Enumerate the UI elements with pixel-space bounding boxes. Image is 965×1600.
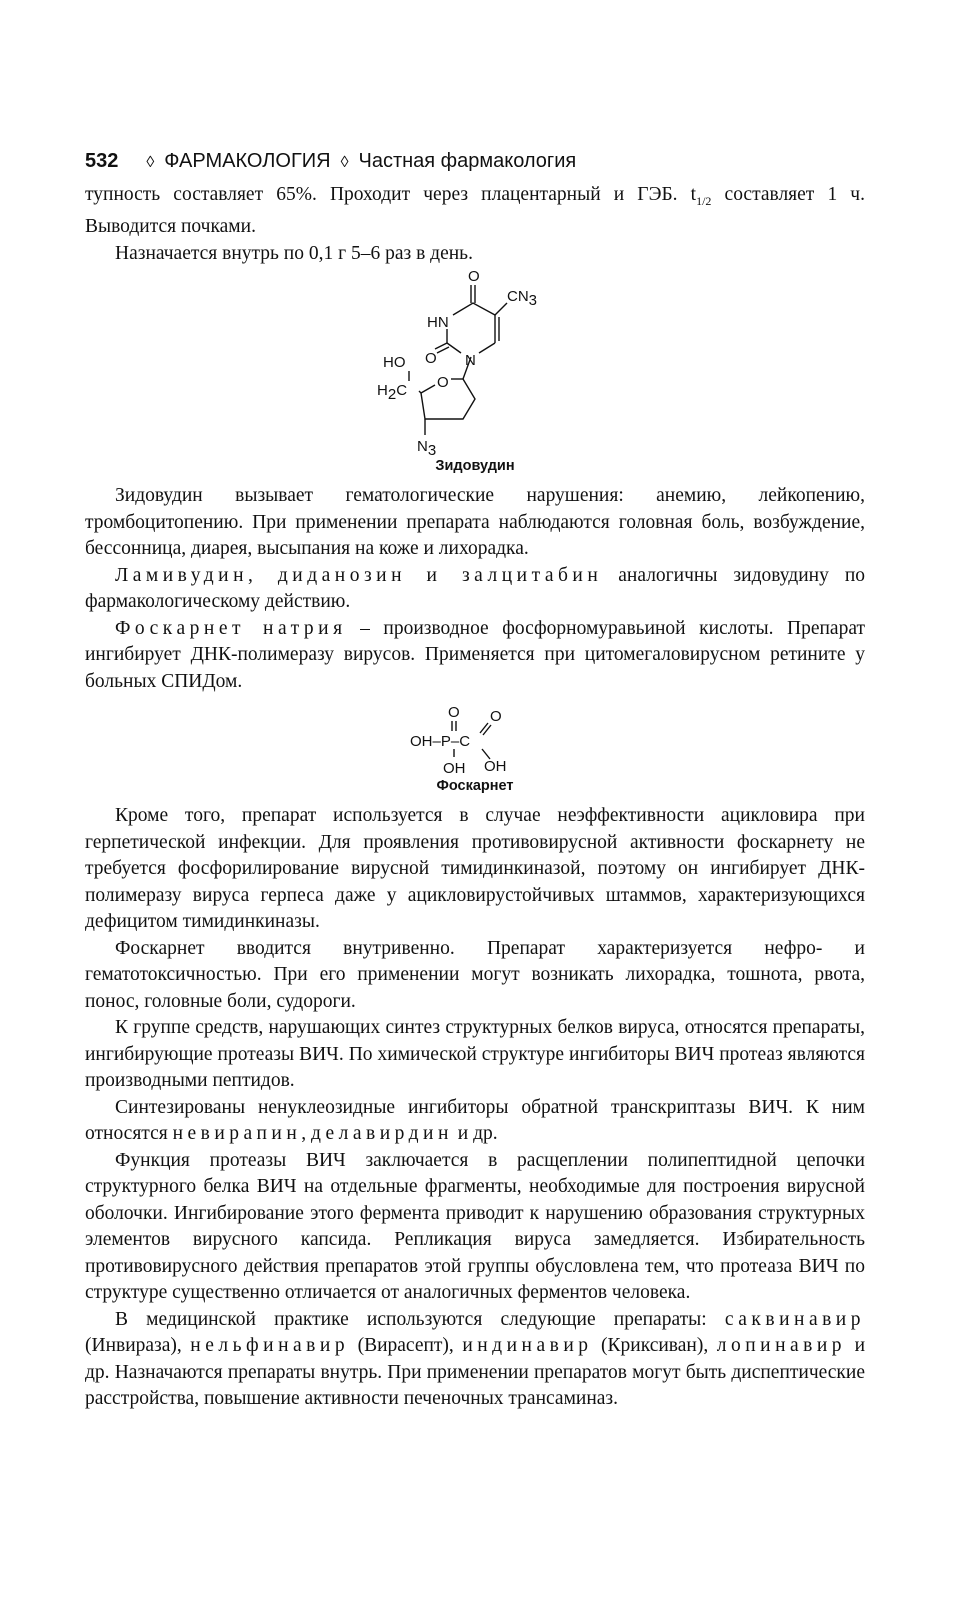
- paragraph-6: Кроме того, препарат используется в случае неэффективности ацикловира при герпетической инфекции. Для проявления противовирусной активности фоскарнету не требуется фосфорилирование вирусной тимидинкиназой, поэтому он ингибирует ДНК-полимеразу вируса герпеса даже у ацикловирустойчивых штаммов, характеризующихся дефицитом тимидинкиназы.: [85, 805, 865, 933]
- paragraph-7: Фоскарнет вводится внутривенно. Препарат характеризуется нефро- и гематотоксичностью. При его применении могут возникать лихорадка, тошнота, рвота, понос, головные боли, судороги.: [85, 937, 865, 1012]
- paragraph-1: [85, 182, 865, 241]
- paragraph-9: [85, 1095, 865, 1148]
- atom-label: O: [448, 704, 460, 722]
- paragraph-5: [85, 616, 865, 696]
- foscarnet-caption: Фоскарнет: [436, 778, 514, 795]
- atom-label: HN: [427, 314, 449, 332]
- bond: [495, 303, 507, 315]
- drug-names: Ламивудин, диданозин и залцитабин: [115, 564, 603, 586]
- atom-label: H2C: [377, 382, 408, 404]
- foscarnet-structure: [410, 703, 540, 777]
- double-bond: [435, 343, 447, 349]
- atom-label: O: [490, 708, 502, 726]
- text-fragment: (Вирасепт),: [349, 1335, 463, 1357]
- double-bond: [483, 725, 491, 735]
- double-bond: [480, 723, 488, 733]
- atom-label: OH: [443, 760, 466, 778]
- atom-label: O: [468, 268, 480, 286]
- ring-bond: [453, 303, 495, 315]
- paragraph-2: Назначается внутрь по 0,1 г 5–6 раз в день.: [115, 242, 473, 264]
- drug-name: нельфинавир: [190, 1335, 350, 1357]
- subscript: 1/2: [696, 193, 712, 208]
- bond: [421, 385, 435, 393]
- drug-name: делавирдин: [311, 1123, 453, 1145]
- atom-label: OH: [484, 758, 507, 776]
- drug-name: лопинавир: [716, 1335, 847, 1357]
- atom-label: HO: [383, 354, 406, 372]
- bond: [419, 391, 421, 393]
- text-fragment: аналогичны зидовудину по фармакологическому действию.: [85, 564, 866, 613]
- paragraph-4: [85, 563, 865, 616]
- double-bond: [437, 347, 449, 353]
- text-fragment: составляет 1 ч. Выводится почками.: [85, 184, 865, 238]
- atom-label: N3: [417, 438, 437, 458]
- diamond-icon: ◊: [340, 154, 349, 171]
- text-fragment: и др.: [452, 1123, 498, 1145]
- zidovudine-structure: [375, 267, 575, 457]
- text-fragment: В медицинской практике используются следующие препараты:: [115, 1308, 725, 1330]
- section-title: Частная фармакология: [358, 150, 577, 172]
- ring-bond: [479, 343, 495, 353]
- atom-label: N: [465, 352, 476, 370]
- drug-name: невирапин: [172, 1123, 302, 1145]
- text-fragment: (Криксиван),: [592, 1335, 717, 1357]
- drug-name: Фоскарнет натрия: [115, 617, 347, 639]
- text-fragment: тупность составляет 65%. Проходит через плацентарный и ГЭБ. t: [85, 184, 697, 205]
- atom-label: O: [425, 350, 437, 368]
- paragraph-11: [85, 1307, 865, 1413]
- drug-name: индинавир: [462, 1335, 593, 1357]
- atom-label: OH–P–C: [410, 733, 471, 751]
- diamond-icon: ◊: [146, 154, 155, 171]
- drug-name: саквинавир: [724, 1308, 865, 1330]
- atom-label: CN3: [507, 288, 538, 310]
- text-fragment: ,: [301, 1123, 312, 1145]
- atom-label: O: [437, 374, 449, 392]
- text-fragment: Синтезированы ненуклеозидные ингибиторы обратной транскриптазы ВИЧ. К ним относятся: [85, 1096, 865, 1145]
- text-fragment: – производное фосфорномуравьиной кислоты. Препарат ингибирует ДНК-полимеразу вирусов. Применяется при цитомегаловирусном ретините у больных СПИДом.: [85, 617, 865, 692]
- ring-bond: [447, 343, 461, 353]
- text-fragment: и др. Назначаются препараты внутрь. При применении препаратов могут быть диспептические расстройства, повышение активности печеночных трансаминаз.: [85, 1335, 866, 1410]
- paragraph-8: К группе средств, нарушающих синтез структурных белков вируса, относятся препараты, ингибирующие протеазы ВИЧ. По химической структуре ингибиторы ВИЧ протеаз являются производными пептидов.: [85, 1017, 865, 1092]
- book-page: [85, 148, 865, 1413]
- text-fragment: (Инвираза),: [85, 1335, 191, 1357]
- zidovudine-caption: Зидовудин: [435, 458, 515, 475]
- paragraph-3: Зидовудин вызывает гематологические нарушения: анемию, лейкопению, тромбоцитопению. При применении препарата наблюдаются головная боль, возбуждение, бессонница, диарея, высыпания на коже и лихорадка.: [85, 485, 865, 560]
- page-number: 532: [85, 150, 119, 172]
- book-title: ФАРМАКОЛОГИЯ: [164, 150, 331, 172]
- paragraph-10: Функция протеазы ВИЧ заключается в расщеплении полипептидной цепочки структурного белка ВИЧ на отдельные фрагменты, необходимые для построения вирусной оболочки. Ингибирование этого фермента приводит к нарушению образования структурных элементов вирусного капсида. Репликация вируса замедляется. Избирательность противовирусного действия препаратов этой группы обусловлена тем, что протеаза ВИЧ по структуре существенно отличается от аналогичных ферментов человека.: [85, 1149, 865, 1304]
- running-header: [85, 148, 865, 176]
